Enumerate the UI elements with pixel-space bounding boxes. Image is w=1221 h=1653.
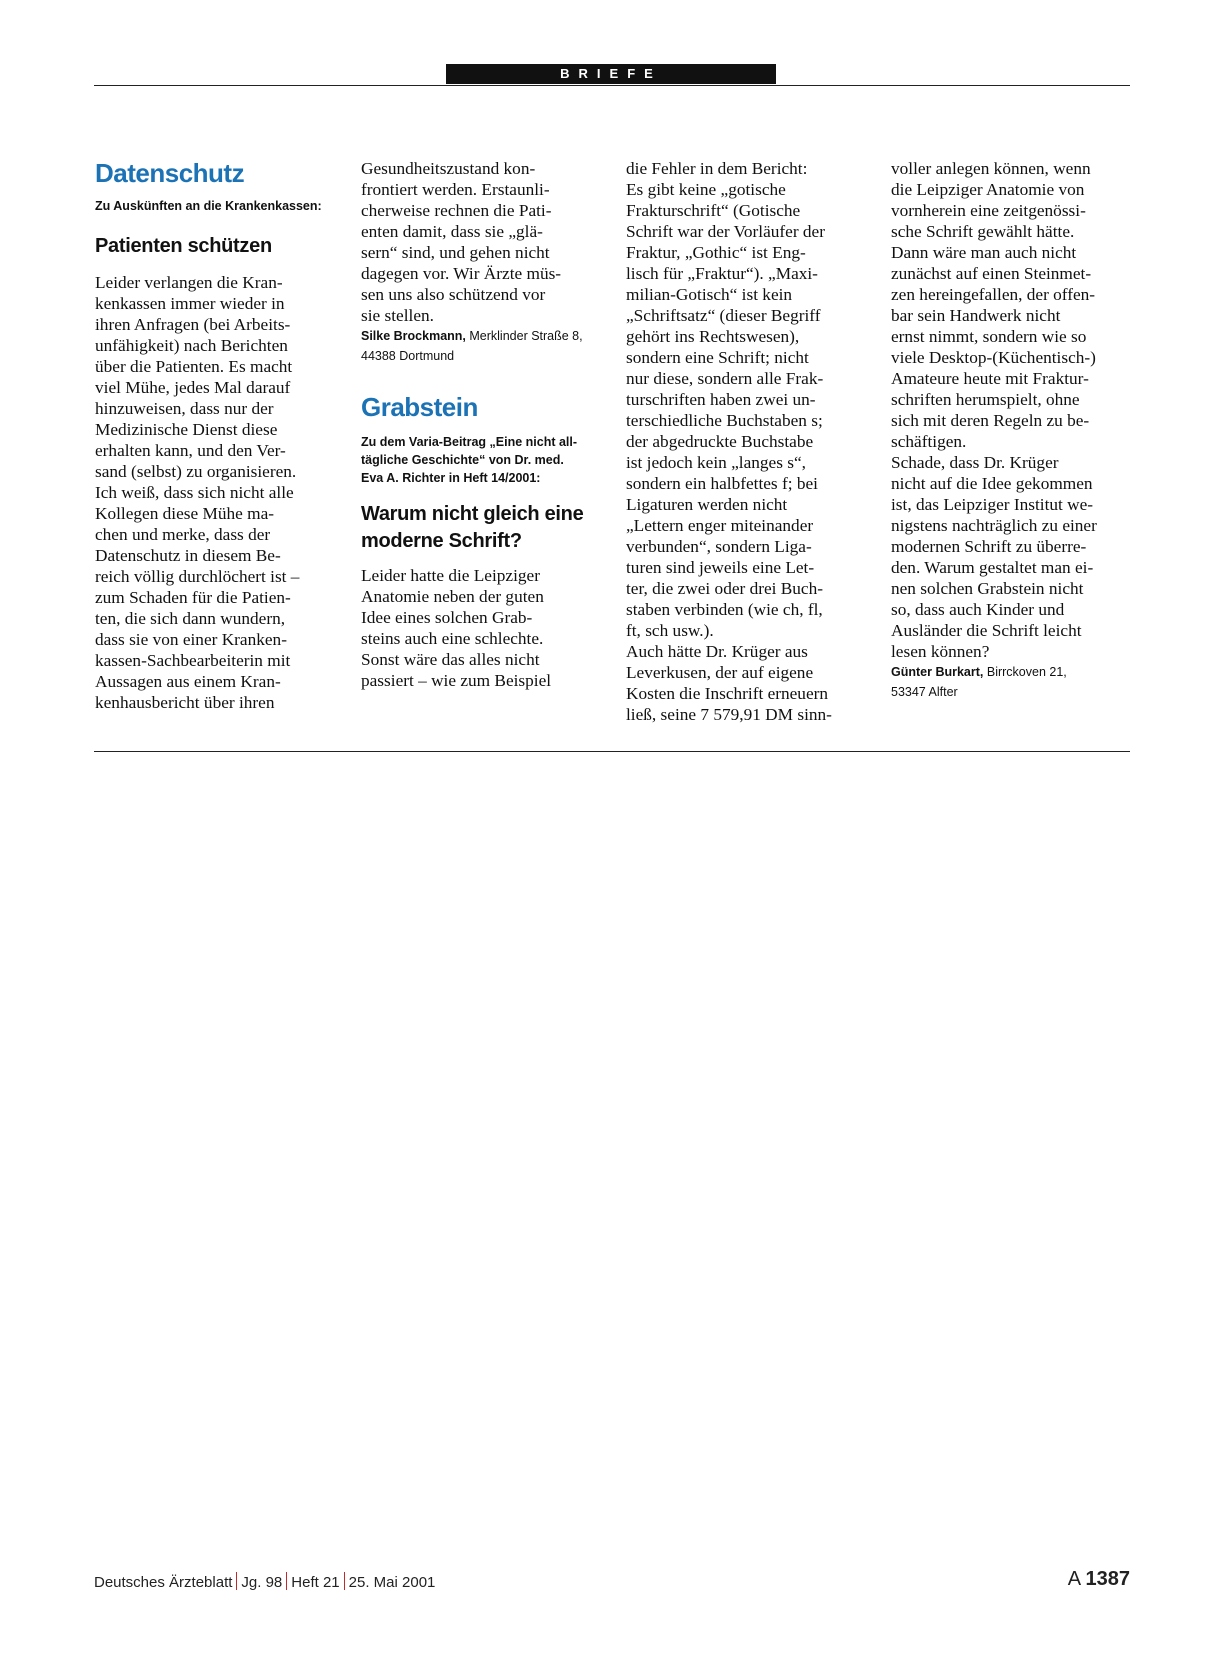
- signature-name: Günter Burkart,: [891, 665, 984, 679]
- intro-grabstein: Zu dem Varia-Beitrag „Eine nicht all- tägliche Geschichte“ von Dr. med. Eva A. Richter in Heft 14/2001:: [361, 435, 578, 485]
- signature-address: Merklinder Straße 8, 44388 Dortmund: [361, 329, 583, 363]
- journal-date: 25. Mai 2001: [348, 1574, 436, 1591]
- signature-address: Birrckoven 21, 53347 Alfter: [891, 665, 1067, 699]
- signature-letter2: [891, 662, 1129, 702]
- footer-separator: [344, 1572, 345, 1590]
- intro-datenschutz: Zu Auskünften an die Krankenkassen:: [95, 199, 322, 213]
- column-4: [891, 158, 1129, 702]
- column-2: [361, 158, 599, 691]
- letter1-body-col1: Leider verlangen die Kran- kenkassen immer wieder in ihren Anfragen (bei Arbeits- unfähigkeit) nach Berichten über die Patienten. Es macht viel Mühe, jedes Mal darauf hinzuweisen, dass nur der Medizinische Dienst diese erhalten kann, und den Ver- sand (selbst) zu organisieren. Ich weiß, dass sich nicht alle Kollegen diese Mühe ma- chen und merke, dass der Datenschutz in diesem Be- reich völlig durchlöchert ist – zum Schaden für die Patien- ten, die sich dann wundern, dass sie von einer Kranken- kassen-Sachbearbeiterin mit Aussagen aus einem Kran- kenhausbericht über ihren: [95, 273, 300, 712]
- letter1-body-col2: Gesundheitszustand kon- frontiert werden. Erstaunli- cherweise rechnen die Pati- enten damit, dass sie „glä- sern“ sind, und gehen nicht dagegen vor. Wir Ärzte müs- sen uns also schützend vor sie stellen.: [361, 159, 562, 325]
- letter2-body-col2: Leider hatte die Leipziger Anatomie neben der guten Idee eines solchen Grab- steins auch eine schlechte. Sonst wäre das alles nicht passiert – wie zum Beispiel: [361, 566, 552, 690]
- journal-name: Deutsches Ärzteblatt: [94, 1574, 233, 1591]
- journal-issue: Heft 21: [291, 1574, 340, 1591]
- letter2-body-col4: voller anlegen können, wenn die Leipziger Anatomie von vornherein eine zeitgenössi- sche Schrift gewählt hätte. Dann wäre man auch nicht zunächst auf einen Steinmet- zen hereingefallen, der offen- bar sein Handwerk nicht ernst nimmt, sondern wie so viele Desktop-(Küchentisch-) Amateure heute mit Fraktur- schriften herumspielt, ohne sich mit deren Regeln zu be- schäftigen. Schade, dass Dr. Krüger nicht auf die Idee gekommen ist, das Leipziger Institut we- nigstens nachträglich zu einer modernen Schrift zu überre- den. Warum gestaltet man ei- nen solchen Grabstein nicht so, dass auch Kinder und Ausländer die Schrift leicht lesen können?: [891, 159, 1097, 661]
- section-label: BRIEFE: [446, 64, 776, 84]
- subhead-moderne-schrift: Warum nicht gleich eine moderne Schrift?: [361, 503, 584, 552]
- headline-datenschutz: Datenschutz: [95, 158, 245, 188]
- subhead-patienten-schuetzen: Patienten schützen: [95, 235, 272, 257]
- page-footer: [94, 1572, 435, 1591]
- signature-letter1: [361, 326, 599, 366]
- signature-name: Silke Brockmann,: [361, 329, 466, 343]
- page-number: [1068, 1568, 1130, 1591]
- footer-separator: [286, 1572, 287, 1590]
- column-3: [626, 158, 864, 725]
- bottom-rule: [94, 751, 1130, 752]
- header-rule: [94, 85, 1130, 86]
- letter2-body-col3: die Fehler in dem Bericht: Es gibt keine „gotische Frakturschrift“ (Gotische Schrift war der Vorläufer der Fraktur, „Gothic“ ist Eng- lisch für „Fraktur“). „Maxi- milian-Gotisch“ ist kein „Schriftsatz“ (dieser Begriff gehört ins Rechtswesen), sondern eine Schrift; nicht nur diese, sondern alle Frak- turschriften haben zwei un- terschiedliche Buchstaben s; der abgedruckte Buchstabe ist jedoch kein „langes s“, sondern ein halbfettes f; bei Ligaturen werden nicht „Lettern enger miteinander verbunden“, sondern Liga- turen sind jeweils eine Let- ter, die zwei oder drei Buch- staben verbinden (wie ch, fl, ft, sch usw.). Auch hätte Dr. Krüger aus Leverkusen, der auf eigene Kosten die Inschrift erneuern ließ, seine 7 579,91 DM sinn-: [626, 159, 832, 724]
- journal-volume: Jg. 98: [241, 1574, 283, 1591]
- page-prefix: A: [1067, 1568, 1080, 1590]
- page-number-value: 1387: [1085, 1568, 1130, 1590]
- headline-grabstein: Grabstein: [361, 392, 478, 422]
- column-1: [95, 158, 333, 713]
- footer-separator: [236, 1572, 237, 1590]
